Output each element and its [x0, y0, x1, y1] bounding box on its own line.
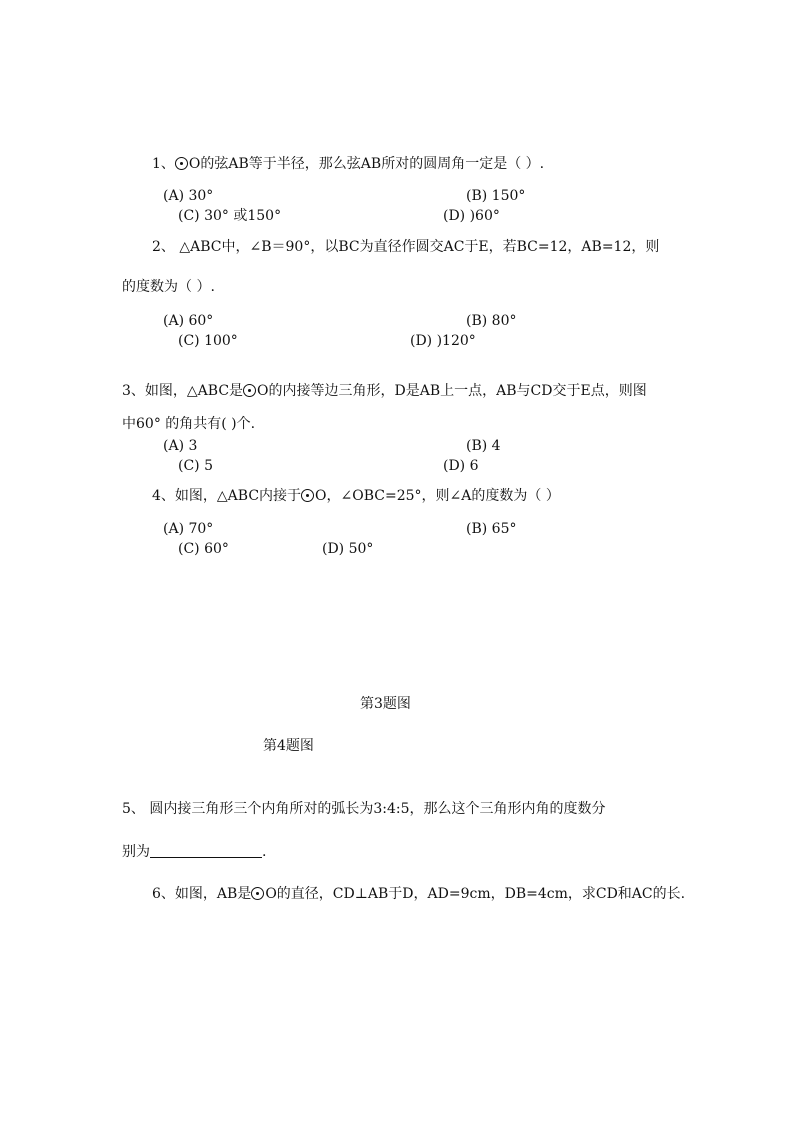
question-5-line-2 [122, 843, 266, 861]
q4-option-c: (C) 60° [178, 541, 229, 557]
q1-option-b: (B) 150° [466, 188, 526, 204]
question-1-text: O的弦AB等于半径，那么弦AB所对的圆周角一定是（ ）. [188, 156, 545, 172]
q3-option-b: (B) 4 [466, 438, 501, 454]
question-3-line-1 [122, 382, 647, 400]
question-5-text-a: 别为 [122, 844, 150, 860]
question-2-line-1: 2、 △ABC中，∠B＝90°，以BC为直径作圆交AC于E，若BC=12，AB=12，则 [152, 239, 660, 255]
answer-blank[interactable] [150, 843, 262, 858]
question-6-text-a: 6、如图，AB是 [152, 886, 252, 902]
circle-dot-icon [251, 887, 264, 900]
q4-option-d: (D) 50° [322, 541, 374, 557]
question-3-text-a: 3、如图，△ABC是 [122, 383, 244, 399]
circle-dot-icon [175, 157, 188, 170]
question-5-text-b: . [262, 844, 267, 860]
q3-option-a: (A) 3 [163, 438, 198, 454]
question-1 [152, 155, 544, 173]
q3-option-c: (C) 5 [178, 458, 213, 474]
question-3-text-b: O的内接等边三角形，D是AB上一点，AB与CD交于E点，则图 [257, 383, 647, 399]
q2-option-a: (A) 60° [163, 313, 214, 329]
q2-option-d: (D) )120° [410, 333, 476, 349]
circle-dot-icon [243, 384, 256, 397]
q4-option-b: (B) 65° [466, 521, 517, 537]
circle-dot-icon [301, 489, 314, 502]
question-1-number: 1、 [152, 156, 175, 172]
q1-option-c: (C) 30° 或150° [178, 208, 282, 224]
question-5-line-1: 5、 圆内接三角形三个内角所对的弧长为3:4:5，那么这个三角形内角的度数分 [122, 801, 606, 817]
question-6-text-b: O的直径，CD⊥AB于D，AD=9cm，DB=4cm，求CD和AC的长. [265, 886, 686, 902]
q1-option-a: (A) 30° [163, 188, 214, 204]
question-4-text-a: 4、如图，△ABC内接于 [152, 488, 302, 504]
q2-option-b: (B) 80° [466, 313, 517, 329]
question-4-text-b: O，∠OBC=25°，则∠A的度数为（ ） [315, 488, 560, 504]
q1-option-d: (D) )60° [443, 208, 500, 224]
question-2-line-2: 的度数为（ ）. [122, 279, 215, 295]
question-4-line-1 [152, 487, 560, 505]
q3-option-d: (D) 6 [443, 458, 479, 474]
question-6-line-1 [152, 885, 685, 903]
figure-3-caption: 第3题图 [360, 696, 411, 712]
figure-4-caption: 第4题图 [263, 738, 314, 754]
q2-option-c: (C) 100° [178, 333, 238, 349]
question-3-line-2: 中60° 的角共有( )个. [122, 416, 256, 432]
q4-option-a: (A) 70° [163, 521, 214, 537]
